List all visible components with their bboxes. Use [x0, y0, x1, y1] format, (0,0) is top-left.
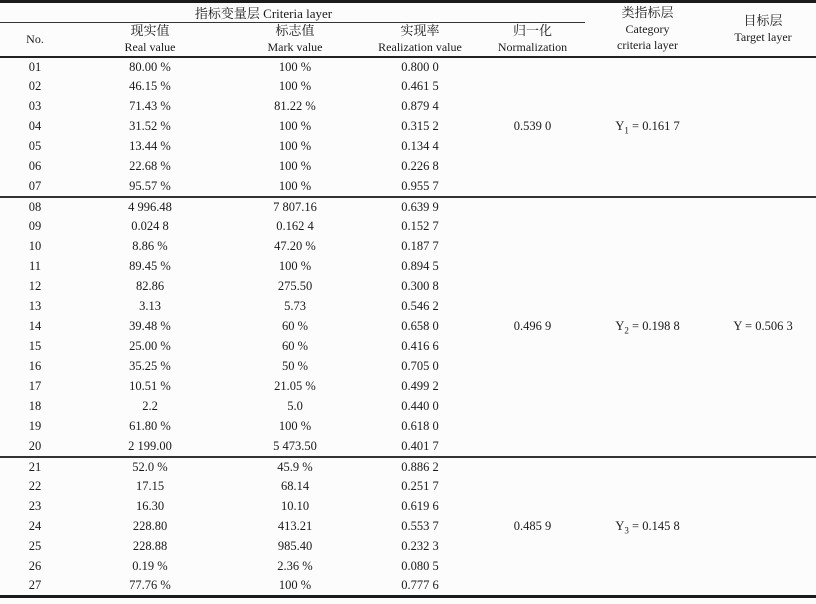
cell-realization-value: 0.134 4: [401, 139, 439, 153]
cell-mark-value: 5.73: [284, 299, 306, 313]
normalization-header: [480, 23, 585, 57]
cell-no: 10: [28, 239, 42, 253]
cell-real-value: 16.30: [135, 499, 165, 513]
cell-realization-value: 0.461 5: [401, 79, 439, 93]
cell-real-value: 2.2: [142, 399, 158, 413]
category-header-zh: 类指标层: [621, 5, 674, 21]
normalization-header-zh: 归一化: [513, 23, 553, 39]
cell-no: 18: [28, 399, 42, 413]
mark-value-header-zh: 标志值: [275, 23, 315, 39]
cell-no: 21: [28, 459, 42, 474]
cell-real-value: 4 996.48: [128, 199, 172, 214]
cell-real-value: 46.15 %: [129, 79, 171, 93]
cell-real-value: 22.68 %: [129, 159, 171, 173]
cell-mark-value: 7 807.16: [273, 199, 317, 214]
cell-real-value: 31.52 %: [129, 119, 171, 133]
cell-no: 01: [28, 59, 42, 74]
cell-mark-value: 45.9 %: [277, 459, 313, 474]
category-symbol: Y: [615, 319, 625, 333]
cell-realization-value: 0.251 7: [401, 479, 439, 493]
cell-realization-value: 0.894 5: [401, 259, 439, 273]
cell-mark-value: 100 %: [278, 119, 312, 133]
cell-mark-value: 5.0: [287, 399, 303, 413]
cell-mark-value: 100 %: [278, 578, 312, 593]
cell-realization-value: 0.955 7: [401, 178, 439, 193]
cell-realization-value: 0.226 8: [401, 159, 439, 173]
cell-no: 15: [28, 339, 42, 353]
cell-real-value: 61.80 %: [129, 419, 171, 433]
table-row: [0, 457, 816, 477]
cell-mark-value: 60 %: [281, 339, 309, 353]
cell-mark-value: 100 %: [278, 79, 312, 93]
cell-no: 22: [28, 479, 42, 493]
cell-no: 27: [28, 578, 42, 593]
cell-realization-value: 0.401 7: [401, 438, 439, 453]
cell-real-value: 35.25 %: [129, 359, 171, 373]
cell-real-value: 13.44 %: [129, 139, 171, 153]
cell-no: 23: [28, 499, 42, 513]
target-header-zh: 目标层: [743, 13, 783, 29]
cell-realization-value: 0.777 6: [401, 578, 439, 593]
cell-real-value: 17.15: [135, 479, 165, 493]
cell-no: 04: [28, 119, 42, 133]
cell-target-layer-value: [710, 457, 816, 597]
category-layer-header: [585, 2, 710, 57]
category-header-en-line2: criteria layer: [617, 38, 679, 53]
cell-mark-value: 0.162 4: [276, 219, 314, 233]
real-value-header-zh: 现实值: [130, 23, 170, 39]
criteria-layer-group-header: 指标变量层 Criteria layer: [0, 2, 585, 23]
table-row: [0, 197, 816, 217]
category-symbol-subscript: 3: [624, 525, 629, 536]
no-column-header: No.: [26, 31, 44, 46]
cell-mark-value: 100 %: [278, 159, 312, 173]
cell-mark-value: 100 %: [278, 139, 312, 153]
cell-realization-value: 0.705 0: [401, 359, 439, 373]
cell-real-value: 89.45 %: [129, 259, 171, 273]
cell-mark-value: 100 %: [278, 59, 312, 74]
cell-real-value: 0.024 8: [131, 219, 169, 233]
cell-no: 14: [28, 319, 42, 333]
group-header-row: [0, 2, 816, 23]
cell-no: 05: [28, 139, 42, 153]
cell-no: 26: [28, 559, 42, 573]
cell-realization-value: 0.658 0: [401, 319, 439, 333]
cell-real-value: 3.13: [139, 299, 161, 313]
cell-mark-value: 413.21: [277, 519, 313, 533]
cell-real-value: 25.00 %: [129, 339, 171, 353]
cell-realization-value: 0.619 6: [401, 499, 439, 513]
mark-value-header: [230, 23, 360, 57]
cell-realization-value: 0.800 0: [401, 59, 439, 74]
cell-realization-value: 0.152 7: [401, 219, 439, 233]
cell-category-layer-value: $Y_3 = 0.145$ 8: [615, 518, 680, 536]
category-header-en-line1: Category: [625, 22, 670, 37]
cell-normalization-value: 0.539 0: [513, 119, 552, 133]
cell-real-value: 8.86 %: [132, 239, 168, 253]
cell-real-value: 0.19 %: [132, 559, 168, 573]
cell-realization-value: 0.546 2: [401, 299, 439, 313]
cell-mark-value: 985.40: [277, 539, 313, 553]
cell-real-value: 82.86: [135, 279, 165, 293]
cell-no: 09: [28, 219, 42, 233]
cell-no: 16: [28, 359, 42, 373]
indicator-group: [0, 197, 816, 457]
target-header-en: Target layer: [734, 30, 792, 45]
cell-realization-value: 0.639 9: [401, 199, 439, 214]
cell-real-value: 71.43 %: [129, 99, 171, 113]
cell-mark-value: 21.05 %: [274, 379, 316, 393]
cell-mark-value: 50 %: [281, 359, 309, 373]
cell-realization-value: 0.499 2: [401, 379, 439, 393]
cell-real-value: 77.76 %: [129, 578, 171, 593]
target-layer-header: [710, 2, 816, 57]
cell-normalization-value: 0.485 9: [513, 518, 552, 533]
cell-realization-value: 0.553 7: [401, 519, 439, 533]
category-symbol-subscript: 1: [624, 125, 629, 136]
cell-mark-value: 100 %: [278, 419, 312, 433]
cell-mark-value: 81.22 %: [274, 99, 316, 113]
category-symbol-subscript: 2: [624, 325, 629, 336]
cell-mark-value: 2.36 %: [277, 559, 313, 573]
cell-realization-value: 0.187 7: [401, 239, 439, 253]
cell-mark-value: 100 %: [278, 178, 312, 193]
table-row: [0, 57, 816, 77]
cell-no: 02: [28, 79, 42, 93]
realization-value-header: [360, 23, 480, 57]
cell-real-value: 95.57 %: [129, 178, 171, 193]
cell-category-layer-value: $Y_1 = 0.161$ 7: [615, 119, 680, 136]
cell-mark-value: 60 %: [281, 319, 309, 333]
cell-mark-value: 10.10: [280, 499, 310, 513]
cell-no: 12: [28, 279, 42, 293]
cell-no: 20: [28, 438, 42, 453]
cell-mark-value: 275.50: [277, 279, 313, 293]
cell-normalization-value: 0.496 9: [513, 319, 552, 333]
realization-header-zh: 实现率: [400, 23, 440, 39]
cell-real-value: 80.00 %: [129, 59, 171, 74]
table-header: [0, 2, 816, 57]
cell-target-layer-value: Y = 0.506 3: [733, 319, 793, 333]
cell-real-value: 2 199.00: [128, 438, 172, 453]
cell-mark-value: 5 473.50: [273, 438, 317, 453]
cell-realization-value: 0.315 2: [401, 119, 439, 133]
cell-no: 13: [28, 299, 42, 313]
indicator-group: [0, 457, 816, 597]
normalization-header-en: Normalization: [497, 40, 568, 55]
cell-realization-value: 0.300 8: [401, 279, 439, 293]
cell-realization-value: 0.080 5: [401, 559, 439, 573]
cell-real-value: 10.51 %: [129, 379, 171, 393]
cell-realization-value: 0.440 0: [401, 399, 439, 413]
real-value-header-en: Real value: [124, 40, 176, 55]
cell-realization-value: 0.232 3: [401, 539, 439, 553]
cell-no: 11: [28, 259, 42, 273]
cell-realization-value: 0.618 0: [401, 419, 439, 433]
category-symbol: Y: [615, 119, 625, 133]
cell-realization-value: 0.879 4: [401, 99, 439, 113]
cell-no: 03: [28, 99, 42, 113]
cell-real-value: 52.0 %: [132, 459, 168, 474]
category-symbol: Y: [615, 518, 625, 533]
cell-realization-value: 0.416 6: [401, 339, 439, 353]
cell-realization-value: 0.886 2: [401, 459, 439, 474]
cell-no: 19: [28, 419, 42, 433]
indicator-group: [0, 57, 816, 197]
cell-no: 25: [28, 539, 42, 553]
cell-mark-value: 68.14: [280, 479, 310, 493]
cell-target-layer-value: [710, 57, 816, 197]
cell-mark-value: 100 %: [278, 259, 312, 273]
real-value-header: [70, 23, 230, 57]
cell-no: 17: [28, 379, 42, 393]
cell-real-value: 228.80: [132, 519, 168, 533]
cell-mark-value: 47.20 %: [274, 239, 316, 253]
cell-no: 08: [28, 199, 42, 214]
mark-value-header-en: Mark value: [267, 40, 323, 55]
cell-real-value: 228.88: [132, 539, 168, 553]
cell-real-value: 39.48 %: [129, 319, 171, 333]
cell-no: 24: [28, 519, 42, 533]
cell-no: 06: [28, 159, 42, 173]
cell-category-layer-value: $Y_2 = 0.198$ 8: [615, 319, 680, 336]
cell-no: 07: [28, 178, 42, 193]
realization-header-en: Realization value: [378, 40, 462, 55]
